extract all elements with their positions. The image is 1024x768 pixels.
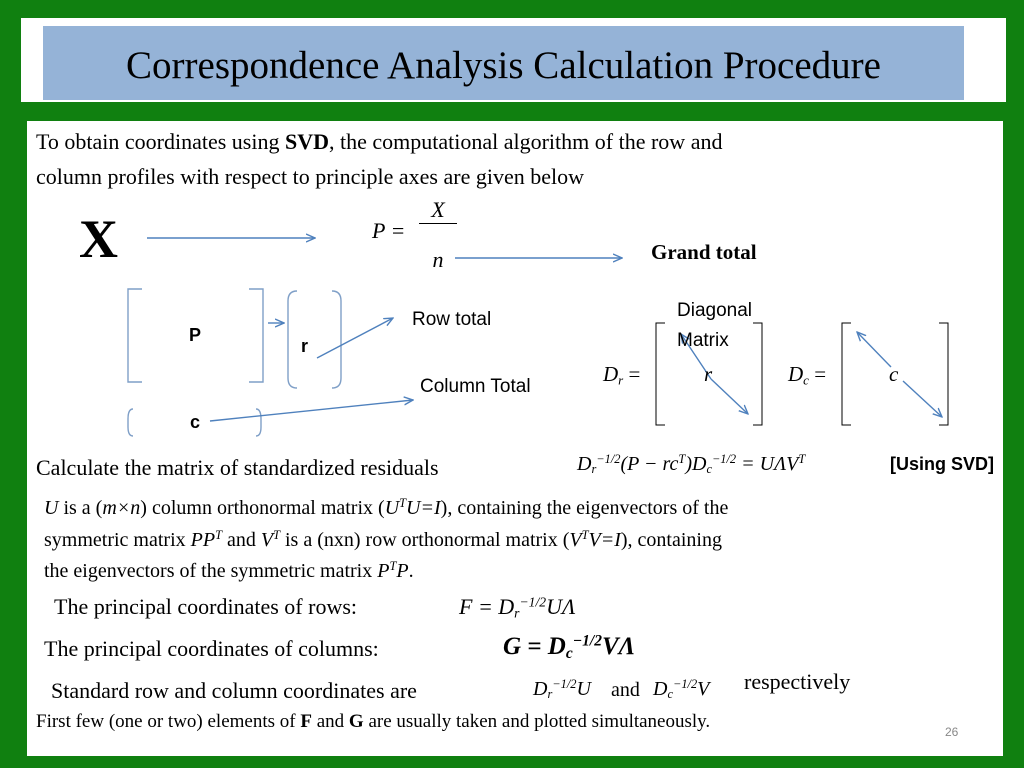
svd-equation <box>577 451 805 477</box>
u-desc-line-2 <box>44 527 722 553</box>
intro-line-2: column profiles with respect to principle axes are given below <box>36 164 584 189</box>
dc-sub: c <box>803 372 809 388</box>
u-desc-l2f: T <box>273 528 280 543</box>
eq-p-denominator: n <box>432 247 444 272</box>
label-p: P <box>189 325 202 345</box>
arrow-dc-diag-up <box>857 332 891 367</box>
std-u: U <box>576 678 591 700</box>
u-desc-l2e: V <box>260 529 274 551</box>
g-rhs: VΛ <box>601 633 636 660</box>
u-desc-line-1 <box>44 495 728 521</box>
f-exp: −1/2 <box>519 594 547 610</box>
u-desc-mxn: m×n <box>102 497 141 519</box>
residuals-label: Calculate the matrix of standardized residuals <box>36 455 439 480</box>
u-desc-l3c: T <box>389 559 397 574</box>
dr-eq-sign: = <box>623 362 641 386</box>
slide-title: Correspondence Analysis Calculation Procedure <box>126 44 881 87</box>
bracket-c-right <box>256 409 261 436</box>
principal-cols-label: The principal coordinates of columns: <box>44 636 379 661</box>
bracket-p-right <box>249 289 263 382</box>
eq-p-numerator: X <box>419 197 457 224</box>
std-d2: D <box>653 678 668 700</box>
u-desc-l3b: P <box>377 560 390 582</box>
u-desc-l2g: is a (nxn) row orthonormal matrix ( <box>280 529 570 551</box>
standard-eq-1 <box>533 676 591 702</box>
std-exp2: −1/2 <box>672 677 698 692</box>
u-desc-p2: is a ( <box>58 497 103 519</box>
bracket-r-right <box>332 291 341 388</box>
dc-d: D <box>788 362 804 386</box>
label-c: c <box>190 412 201 432</box>
u-desc-p6: T <box>399 496 407 511</box>
u-desc-p5: U <box>384 497 400 519</box>
std-sub2: c <box>667 687 673 702</box>
column-total-label: Column Total <box>420 376 531 397</box>
u-desc-p8: ), containing the eigenvectors of the <box>440 497 729 519</box>
u-desc-l2j: V=I <box>588 529 621 551</box>
footer-a: First few (one or two) elements of <box>36 711 301 732</box>
f-equation <box>459 594 575 620</box>
u-desc-l3d: P <box>396 560 409 582</box>
u-desc-l2c: T <box>215 528 222 543</box>
eq-dr <box>603 362 640 387</box>
page-number: 26 <box>945 725 959 739</box>
slide-content <box>27 121 1003 756</box>
u-desc-u: U <box>44 497 59 519</box>
standard-label: Standard row and column coordinates are <box>51 678 417 703</box>
respectively-label: respectively <box>744 669 851 694</box>
row-total-label: Row total <box>412 309 492 330</box>
u-desc-l2h: V <box>569 529 582 551</box>
principal-rows-label: The principal coordinates of rows: <box>54 594 358 619</box>
g-exp: −1/2 <box>572 632 602 650</box>
arrow-dc-diag-down <box>903 381 942 417</box>
u-desc-p7: U=I <box>406 497 441 519</box>
matrix-x-label: X <box>79 209 118 269</box>
intro-line-1 <box>36 128 722 155</box>
g-lhs: G = D <box>503 633 566 660</box>
using-svd-label: [Using SVD] <box>890 454 995 474</box>
bracket-dc-right <box>939 323 948 425</box>
std-sub1: r <box>547 687 553 702</box>
bracket-dr-left <box>656 323 665 425</box>
f-rhs: UΛ <box>546 594 576 619</box>
diagonal-label-2: Matrix <box>677 330 729 351</box>
g-sub: c <box>565 644 573 662</box>
svd-exp2: −1/2 <box>711 452 737 467</box>
bracket-dr-right <box>753 323 762 425</box>
arrow-to-column-total <box>210 400 413 421</box>
svd-sub1: r <box>591 462 597 477</box>
intro-svd: SVD <box>284 129 329 154</box>
std-exp1: −1/2 <box>552 677 577 692</box>
arrow-to-row-total <box>317 318 393 358</box>
f-lhs: F = D <box>459 594 515 619</box>
svd-mid: (P − rc <box>620 453 679 475</box>
intro-prefix: To obtain coordinates using <box>36 129 285 154</box>
bracket-c-left <box>128 409 133 436</box>
grand-total-label: Grand total <box>651 240 757 264</box>
std-d1: D <box>533 678 548 700</box>
u-desc-l2i: T <box>581 528 589 543</box>
footer-f: F <box>300 711 312 732</box>
diagonal-label-1: Diagonal <box>677 300 752 321</box>
f-sub: r <box>514 605 520 621</box>
footer-b: and <box>311 711 349 732</box>
u-desc-p4: ) column orthonormal matrix ( <box>140 497 385 519</box>
standard-eq-2 <box>653 676 709 702</box>
svd-sup-t: T <box>678 452 686 467</box>
svd-sub2: c <box>706 462 712 477</box>
svd-close: )D <box>685 453 707 475</box>
u-desc-l2a: symmetric matrix <box>44 529 191 551</box>
svd-rhs: = UΛV <box>736 453 799 475</box>
u-desc-l2k: ), containing <box>620 529 722 551</box>
bracket-dc-left <box>842 323 851 425</box>
footer-text <box>36 710 710 734</box>
std-v: V <box>697 678 710 700</box>
arrow-dr-diag-down <box>711 379 748 414</box>
svd-sup-t2: T <box>798 452 806 467</box>
u-desc-l3e: . <box>408 560 414 582</box>
u-desc-line-3 <box>44 558 414 584</box>
svd-exp1: −1/2 <box>596 452 621 467</box>
dc-eq-sign: = <box>808 362 827 386</box>
bracket-p-left <box>128 289 142 382</box>
dr-d: D <box>603 362 619 386</box>
footer-g: G <box>348 711 364 732</box>
label-r: r <box>301 336 309 356</box>
bracket-r-left <box>288 291 297 388</box>
u-desc-l3a: the eigenvectors of the symmetric matrix <box>44 560 378 582</box>
dr-entry: r <box>704 362 713 386</box>
u-desc-l2b: PP <box>190 529 216 551</box>
eq-dc <box>788 362 826 387</box>
standard-and: and <box>611 679 640 701</box>
footer-c: are usually taken and plotted simultaneously. <box>363 711 711 732</box>
g-equation <box>503 632 635 662</box>
intro-suffix: , the computational algorithm of the row and <box>329 129 723 154</box>
svd-d1: D <box>577 453 592 475</box>
dr-sub: r <box>618 372 624 388</box>
u-desc-l2d: and <box>221 529 261 551</box>
dc-entry: c <box>889 362 899 386</box>
eq-p-lhs: P = <box>372 218 406 243</box>
